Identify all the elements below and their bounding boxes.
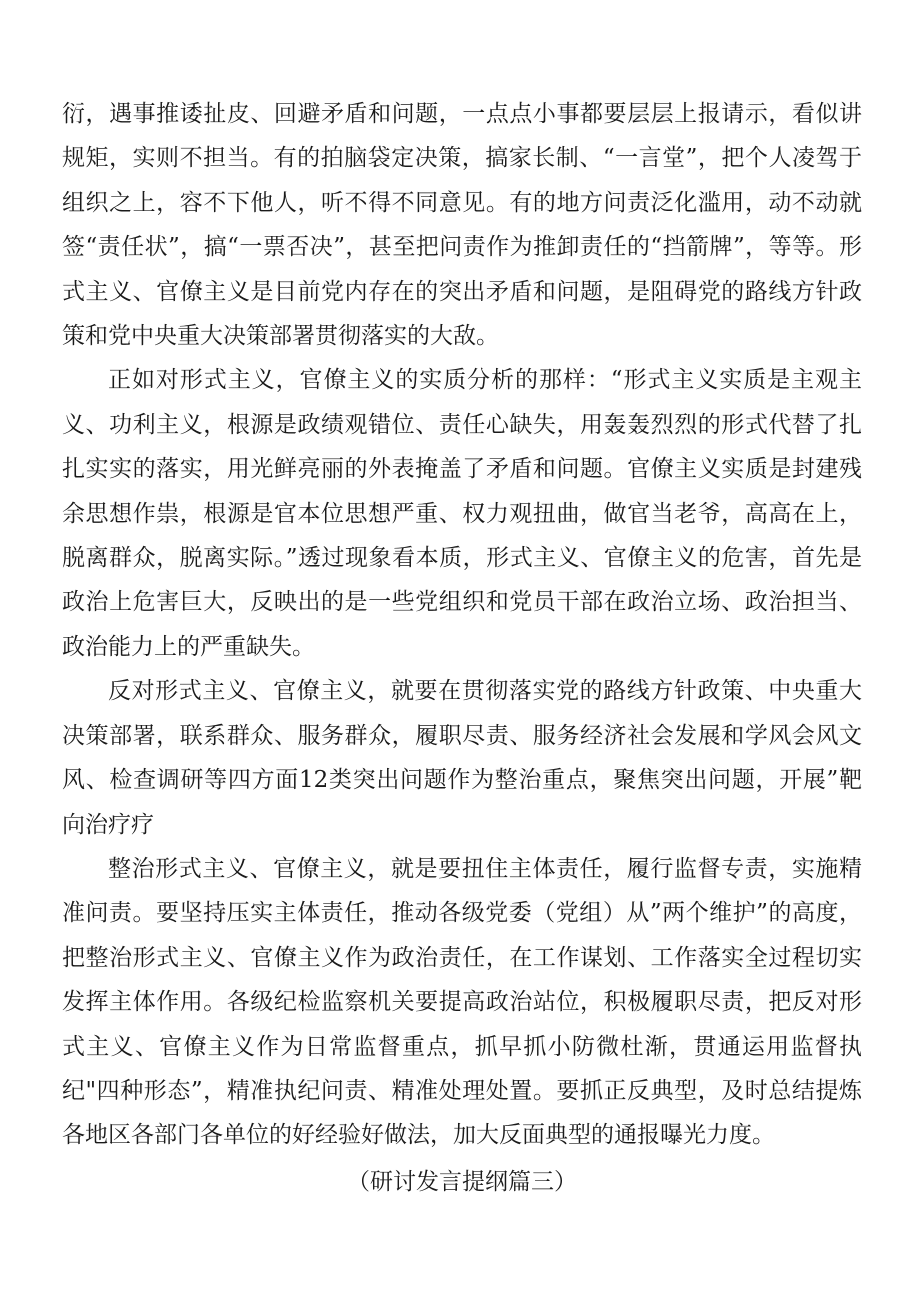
document-body (62, 92, 862, 1204)
paragraph-continuation: 衍，遇事推诿扯皮、回避矛盾和问题，一点点小事都要层层上报请示，看似讲规矩，实则不担当。有的拍脑袋定决策，搞家长制、“一言堂”，把个人凌驾于组织之上，容不下他人，听不得不同意见。有的地方问责泛化滥用，动不动就签“责任状”，搞“一票否决”，甚至把问责作为推卸责任的“挡箭牌”，等等。形式主义、官僚主义是目前党内存在的突出矛盾和问题，是阻碍党的路线方针政策和党中央重大决策部署贯彻落实的大敌。 (62, 101, 862, 350)
paragraph-essence-analysis: 正如对形式主义，官僚主义的实质分析的那样：“形式主义实质是主观主义、功利主义，根源是政绩观错位、责任心缺失，用轰轰烈烈的形式代替了扎扎实实的落实，用光鲜亮丽的外表掩盖了矛盾和问题。官僚主义实质是封建残余思想作祟，根源是官本位思想严重、权力观扭曲，做官当老爷，高高在上，脱离群众，脱离实际。”透过现象看本质，形式主义、官僚主义的危害，首先是政治上危害巨大，反映出的是一些党组织和党员干部在政治立场、政治担当、政治能力上的严重缺失。 (62, 367, 862, 660)
paragraph-rectification: 整治形式主义、官僚主义，就是要扭住主体责任，履行监督专责，实施精准问责。要坚持压实主体责任，推动各级党委（党组）从”两个维护”的高度，把整治形式主义、官僚主义作为政治责任，在工作谋划、工作落实全过程切实发挥主体作用。各级纪检监察机关要提高政治站位，积极履职尽责，把反对形式主义、官僚主义作为日常监督重点，抓早抓小防微杜渐，贯通运用监督执纪"四种形态”，精准执纪问责、精准处理处置。要抓正反典型，及时总结提炼各地区各部门各单位的好经验好做法，加大反面典型的通报曝光力度。 (62, 855, 862, 1149)
section-caption: （研讨发言提纲篇三） (347, 1168, 577, 1195)
paragraph-opposing-formalism: 反对形式主义、官僚主义，就要在贯彻落实党的路线方针政策、中央重大决策部署，联系群众、服务群众，履职尽责、服务经济社会发展和学风会风文风、检查调研等四方面12类突出问题作为整治重点，聚焦突出问题，开展”靶向治疗疗 (62, 678, 862, 838)
